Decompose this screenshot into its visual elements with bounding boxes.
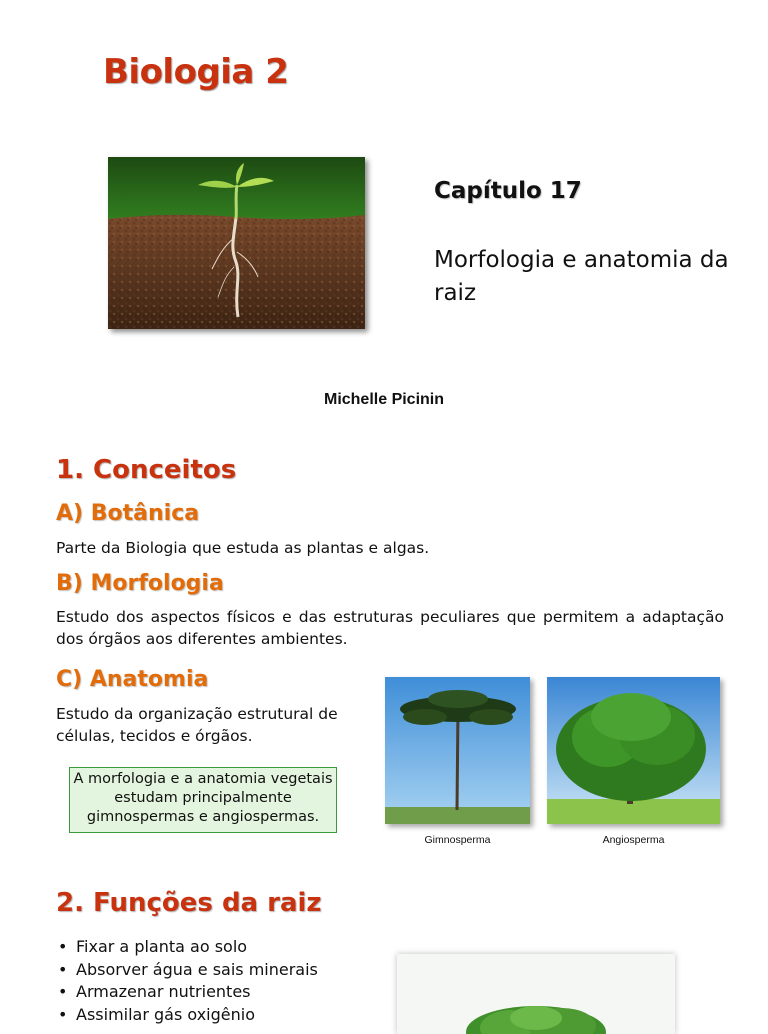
sprout-in-soil-image (108, 157, 365, 329)
text-botanica: Parte da Biologia que estuda as plantas e algas. (56, 539, 430, 557)
tree-top-illustration (397, 954, 675, 1034)
heading-morfologia: B) Morfologia (56, 571, 224, 596)
author-name: Michelle Picinin (323, 391, 445, 408)
list-item: • Fixar a planta ao solo (56, 936, 318, 959)
heading-anatomia: C) Anatomia (56, 667, 209, 692)
bullet-icon: • (58, 959, 68, 979)
caption-gimnosperma: Gimnosperma (424, 834, 491, 846)
caption-angiosperma: Angiosperma (602, 834, 665, 846)
text-anatomia: Estudo da organização estrutural de células, tecidos e órgãos. (56, 705, 338, 745)
list-item: • Assimilar gás oxigênio (56, 1004, 318, 1027)
slide-title: Biologia 2 (103, 52, 289, 92)
text-morfologia: Estudo dos aspectos físicos e das estruturas peculiares que permitem a adaptação dos órgãos aos diferentes ambientes. (56, 608, 724, 648)
broadleaf-tree-image (547, 677, 720, 824)
araucaria-illustration (385, 677, 530, 824)
section-title-concepts: 1. Conceitos (56, 455, 237, 485)
bullet-icon: • (58, 1004, 68, 1024)
tree-top-image (397, 954, 675, 1034)
broadleaf-illustration (547, 677, 720, 824)
bullet-icon: • (58, 937, 68, 956)
chapter-title: Capítulo 17 (434, 178, 582, 204)
section-title-root-functions: 2. Funções da raiz (56, 888, 322, 918)
bullet-icon: • (58, 982, 68, 1001)
heading-botanica: A) Botânica (56, 501, 200, 526)
araucaria-tree-image (385, 677, 530, 824)
root-functions-list (56, 936, 318, 1026)
chapter-subtitle: Morfologia e anatomia da raiz (434, 247, 729, 306)
list-item: • Absorver água e sais minerais (56, 959, 318, 982)
sprout-illustration (108, 157, 365, 329)
list-item: • Armazenar nutrientes (56, 981, 318, 1004)
note-box: A morfologia e a anatomia vegetais estudam principalmente gimnospermas e angiospermas. (69, 767, 337, 833)
